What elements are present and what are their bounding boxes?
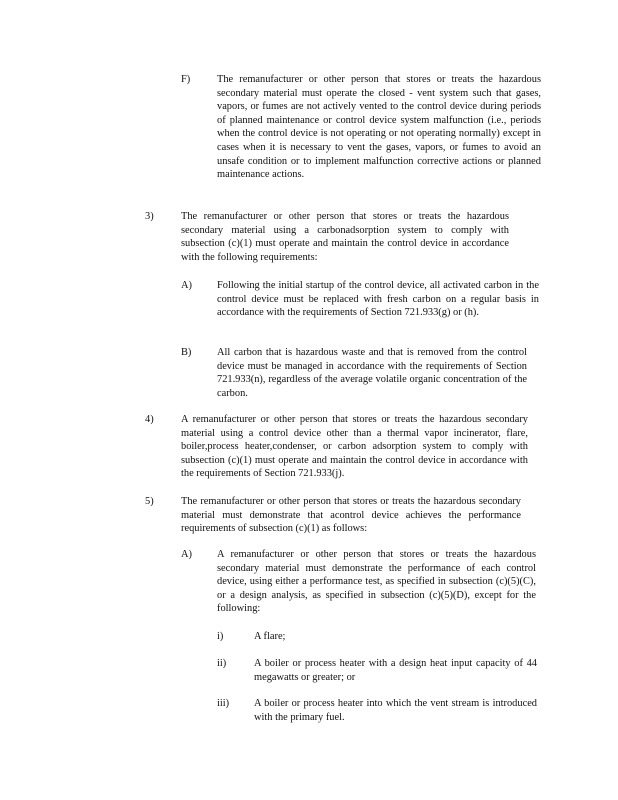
paragraph-text: Following the initial startup of the control device, all activated carbon in the control device must be replaced with fresh carbon on a regular basis in accordance with the requirements of Section 721.933(g) or (h). bbox=[217, 280, 539, 319]
item-marker: A) bbox=[181, 549, 192, 560]
item-marker: i) bbox=[217, 631, 224, 642]
paragraph-text: The remanufacturer or other person that stores or treats the hazardous secondary material using a carbonadsorption system to comply with subsection (c)(1) must operate and maintain the control device in accordance with the following requirements: bbox=[181, 211, 509, 263]
paragraph-text: A boiler or process heater with a design heat input capacity of 44 megawatts or greater; or bbox=[254, 658, 537, 683]
item-marker: ii) bbox=[217, 658, 227, 669]
paragraph-text: A flare; bbox=[254, 631, 286, 642]
item-marker: 5) bbox=[145, 496, 154, 507]
paragraph-text: A remanufacturer or other person that stores or treats the hazardous secondary material must demonstrate the performance of each control device, using either a performance test, as specified in subsection (c)(5)(C), or a design analysis, as specified in subsection (c)(5)(D), except for the following: bbox=[217, 549, 536, 615]
paragraph-text: A boiler or process heater into which the vent stream is introduced with the primary fuel. bbox=[254, 698, 537, 723]
item-marker: F) bbox=[181, 74, 191, 85]
item-marker: B) bbox=[181, 347, 192, 358]
paragraph-text: All carbon that is hazardous waste and that is removed from the control device must be managed in accordance with the requirements of Section 721.933(n), regardless of the average volatile organic concentration of the carbon. bbox=[217, 347, 527, 399]
item-marker: 3) bbox=[145, 211, 154, 222]
item-marker: 4) bbox=[145, 414, 154, 425]
item-marker: iii) bbox=[217, 698, 230, 709]
paragraph-text: The remanufacturer or other person that stores or treats the hazardous secondary material must operate the closed - vent system such that gases, vapors, or fumes are not actively vented to the control device during periods of planned maintenance or control device system malfunction (i.e., periods when the control device is not operating or not operating normally) except in cases when it is necessary to vent the gases, vapors, or fumes to avoid an unsafe condition or to implement malfunction corrective actions or planned maintenance actions. bbox=[217, 74, 541, 181]
item-marker: A) bbox=[181, 280, 192, 291]
paragraph-text: A remanufacturer or other person that stores or treats the hazardous secondary material using a control device other than a thermal vapor incinerator, flare, boiler,process heater,condenser, or carbon adsorption system to comply with subsection (c)(1) must operate and maintain the control device in accordance with the requirements of Section 721.933(j). bbox=[181, 414, 528, 480]
paragraph-text: The remanufacturer or other person that stores or treats the hazardous secondary material must demonstrate that acontrol device achieves the performance requirements of subsection (c)(1) as follows: bbox=[181, 496, 521, 535]
